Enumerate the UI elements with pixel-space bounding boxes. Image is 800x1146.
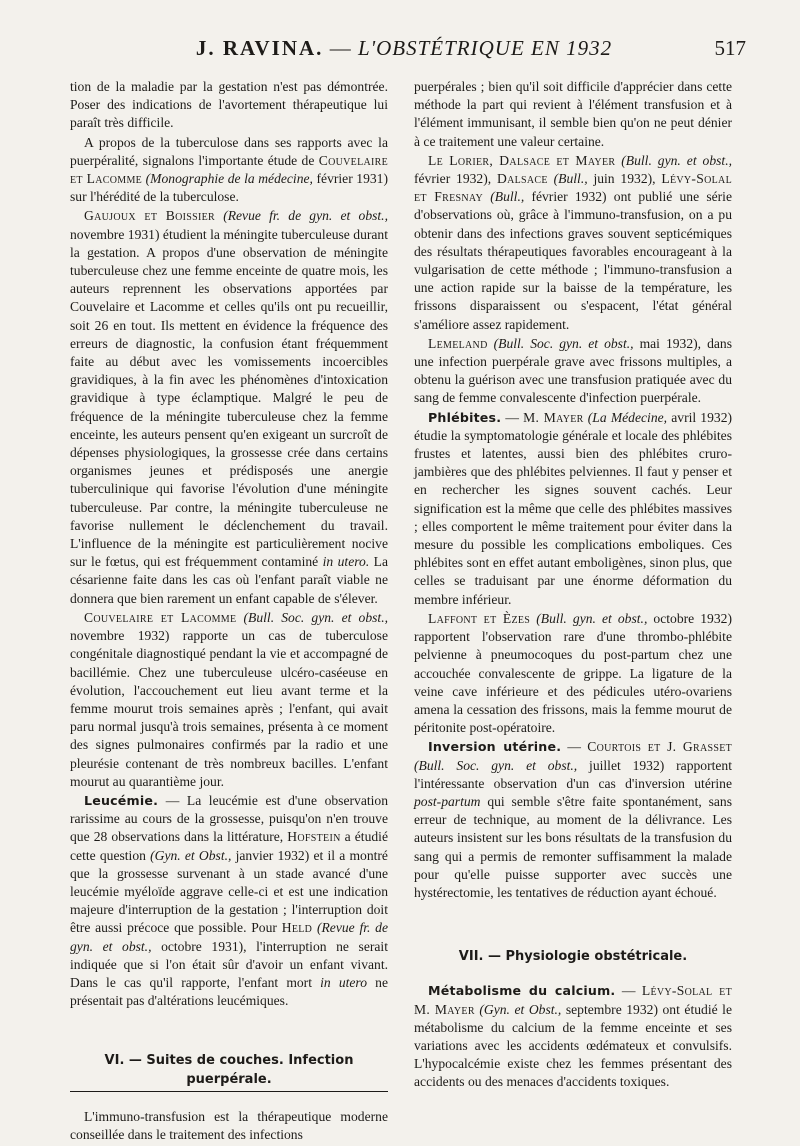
paragraph-text: novembre 1931) étudient la méningite tuberculeuse durant la gestation. A propos d'une observation de méningite tuberculeuse chez une femme enceinte de quatre mois, les auteurs reprennent les observations apportées par Couvelaire et Lacomme et celles qu'ils ont pu recueillir, soit 26 en tout. Ils mettent en évidence la fréquence des erreurs de diagnostic, la confusion étant fréquemment faite au début avec les vomissements incoercibles gravidiques, à la fin avec les phénomènes d'intoxication gravidique à type éclamptique. Malgré le peu de fréquence de la méningite tuberculeuse chez la femme enceinte, les auteurs pensent qu'en exigeant un surcroît de dépenses physiologiques, la grossesse crée dans certains organismes jeunes et prédisposés une anergie tuberculinique qui favorise l'évolution d'une méningite tuberculeuse. Par contre, la méningite tuberculeuse ne favorise nullement le déclenchement du travail. L'influence de la méningite est particulièrement nocive sur le fœtus, qui est fréquemment contaminé bbox=[70, 226, 388, 570]
author-names: Lévy-Solal et M. Mayer bbox=[414, 983, 733, 1017]
paragraph-text: février 1932) ont publié une série d'observations où, grâce à l'immuno-transfusion, on a pu obtenir dans des infections graves souvent septicémiques des résultats thérapeutiques favorables encourageant à la vulgarisation de cette méthode ; l'immuno-transfusion a une action rapide sur la baisse de la température, les frissons disparaissent ou s'espacent, l'état général s'améliore assez rapidement. bbox=[414, 189, 732, 332]
subsection-heading: Leucémie. bbox=[84, 792, 159, 808]
paragraph bbox=[70, 792, 388, 1010]
paragraph-text: juillet 1932) rapportent l'intéressante observation d'un cas d'inversion utérine bbox=[414, 757, 732, 791]
paragraph-text: tion de la maladie par la gestation n'est pas démontrée. Poser des indications de l'avortement thérapeutique lui paraît très difficile. bbox=[70, 79, 388, 131]
latin-term: in utero. bbox=[322, 554, 370, 570]
citation-source: (Bull., bbox=[553, 171, 588, 187]
author-names: Lemeland bbox=[428, 335, 488, 351]
citation-source: (Bull. Soc. gyn. et obst., bbox=[243, 609, 388, 625]
citation-source: (La Médecine, bbox=[587, 409, 668, 425]
paragraph-text: qui semble s'être faite spontanément, sans erreur de technique, au moment de la délivrance. Les auteurs insistent sur les bons résultats de la transfusion du sang qui a permis de remonter suffisamment la malade pour qu'elle puisse supporter avec succès une hystérectomie, les tentatives de réduction ayant échoué. bbox=[414, 793, 733, 900]
paragraph bbox=[414, 409, 732, 609]
citation-source: (Monographie de la médecine, bbox=[145, 171, 313, 187]
paragraph bbox=[414, 335, 732, 408]
paragraph bbox=[414, 738, 732, 902]
paragraph-text: janvier 1932) et il a montré que la grossesse survenant à un stade avancé d'une leucémie myéloïde aggrave celle-ci et est une indication majeure d'interruption de la gestation ; l'interruption doit être aussi précoce que possible. Pour bbox=[70, 847, 388, 936]
citation-source: (Gyn. et Obst., bbox=[150, 847, 232, 863]
author-names: Gaujoux et Boissier bbox=[84, 208, 215, 224]
paragraph bbox=[414, 152, 732, 334]
paragraph-text: novembre 1932) rapporte un cas de tuberculose congénitale diagnostiqué pendant la vie et accompagné de bacillémie. Chez une tuberculeuse ulcéro-caséeuse en évolution, l'accouchement eut lieu avant terme et la femme mourut trois semaines après ; l'enfant, qui avait paru normal jusqu'à trois semaines, présenta à ce moment des signes pulmonaires confirmés par la radio et une pleurésie contenant de très nombreux bacilles. L'enfant mourut au quarantième jour. bbox=[70, 628, 388, 789]
author-names: Couvelaire et Lacomme bbox=[70, 152, 389, 187]
dash: — bbox=[621, 983, 636, 999]
latin-term: in utero bbox=[320, 974, 368, 990]
author-names: Le Lorier, Dalsace et Mayer bbox=[428, 152, 616, 168]
running-head bbox=[62, 36, 746, 64]
section-heading-vii: VII. — Physiologie obstétricale. bbox=[458, 949, 688, 965]
paragraph-text: A propos de la tuberculose dans ses rapports avec la puerpéralité, signalons l'importante étude de bbox=[70, 134, 388, 168]
paragraph-text: mai 1932), dans une infection puerpérale grave avec frissons multiples, a obtenu la guérison avec une transfusion pratiquée avec du sang de femme convalescente d'infection puerpérale. bbox=[414, 335, 732, 406]
right-column bbox=[414, 78, 732, 1092]
latin-term: post-partum bbox=[414, 793, 481, 809]
author-names: Lévy-Solal et Fresnay bbox=[414, 171, 732, 205]
author-names: Held bbox=[281, 920, 313, 936]
paragraph-text: L'immuno-transfusion est la thérapeutique moderne conseillée dans le traitement des infections bbox=[70, 1108, 388, 1142]
citation-source: (Bull. Soc. gyn. et obst., bbox=[493, 335, 634, 351]
paragraph-text: La leucémie est d'une observation rarissime au cours de la grossesse, puisqu'on n'en trouve que 28 observations dans la littérature, bbox=[70, 792, 389, 845]
author-names: Laffont et Èzes bbox=[428, 610, 531, 626]
paragraph-text: juin 1932), bbox=[593, 171, 656, 187]
paragraph-text: octobre 1932) rapportent l'observation rare d'une thrombo-phlébite pelvienne à pneumocoques du post-partum chez une accouchée convalescente de grippe. La ligature de la veine cave inférieure et des pédicules utéro-ovariens amena la cessation des frissons, mais la femme mourut de péritonite post-opératoire. bbox=[414, 610, 732, 736]
subsection-heading: Métabolisme du calcium. bbox=[428, 983, 616, 999]
citation-source: (Bull. gyn. et obst., bbox=[621, 152, 732, 168]
paragraph bbox=[70, 207, 388, 607]
running-head-author: J. RAVINA. bbox=[195, 36, 324, 60]
paragraph-text: février 1931) sur l'hérédité de la tuberculose. bbox=[70, 171, 388, 205]
author-names: M. Mayer bbox=[523, 409, 584, 425]
citation-source: (Gyn. et Obst., bbox=[479, 1001, 562, 1017]
dash: — bbox=[505, 409, 519, 425]
paragraph bbox=[414, 610, 732, 737]
paragraph-text: février 1932), bbox=[414, 171, 492, 187]
dash: — bbox=[567, 739, 581, 755]
paragraph-text: La césarienne faite dans les cas où l'enfant paraît viable ne donnera que bien rarement un enfant capable de s'élever. bbox=[70, 554, 388, 606]
subsection-heading: Phlébites. bbox=[428, 409, 502, 425]
author-names: Couvelaire et Lacomme bbox=[84, 609, 237, 625]
paragraph-text: ne présentait pas d'altérations leucémiques. bbox=[70, 974, 388, 1009]
paragraph bbox=[70, 78, 388, 133]
paragraph-text: avril 1932) étudie la symptomatologie générale et locale des phlébites frustes et latentes, aussi bien des phlébites cruro-jambières que des phlébites pelviennes. Il faut y penser et en rechercher les signes souvent cachés. Leur signification est la même que celle des phlébites massives ; elles comportent le même traitement pour éviter dans la mesure du possible les complications emboliques. Ces phlébites sont en effet autant emboligènes, sinon plus, que celles se traduisant par une énorme déformation du membre inférieur. bbox=[414, 409, 733, 607]
citation-source: (Bull. gyn. et obst., bbox=[536, 610, 648, 626]
subsection-heading: Inversion utérine. bbox=[428, 739, 562, 755]
running-head-journal-title: L'OBSTÉTRIQUE EN 1932 bbox=[357, 36, 613, 60]
running-head-title bbox=[62, 36, 746, 61]
citation-source: (Bull. Soc. gyn. et obst., bbox=[414, 757, 578, 773]
citation-source: (Bull., bbox=[490, 189, 525, 205]
paragraph-text: octobre 1931), l'interruption ne serait indiquée que si l'on était sûr d'avoir un enfant vivant. Dans le cas qu'il rapporte, l'enfant mort bbox=[70, 938, 388, 990]
paragraph-text: puerpérales ; bien qu'il soit difficile d'apprécier dans cette méthode la part qui revient à l'élément transfusion et à l'élément immunisant, il semble bien qu'on ne peut dénier à ce traitement une valeur certaine. bbox=[414, 79, 732, 149]
paragraph bbox=[414, 982, 732, 1091]
page-number: 517 bbox=[714, 36, 746, 60]
dash: — bbox=[165, 792, 180, 808]
author-names: Courtois et J. Grasset bbox=[587, 739, 733, 755]
citation-source: (Revue fr. de gyn. et obst., bbox=[223, 208, 388, 224]
section-heading-vi: VI. — Suites de couches. Infection puerpérale. bbox=[70, 1052, 388, 1091]
paragraph bbox=[414, 78, 732, 151]
paragraph bbox=[70, 134, 388, 207]
paragraph-text: a étudié cette question bbox=[70, 829, 388, 863]
author-names: Hofstein bbox=[287, 829, 341, 845]
paragraph-text: septembre 1932) ont étudié le métabolisme du calcium de la femme enceinte et ses variations avec les accidents œdémateux et convulsifs. L'hypocalcémie existe chez les femmes présentant des accidents ou des menaces d'accidents toxiques. bbox=[414, 1001, 732, 1090]
paragraph bbox=[70, 609, 388, 791]
left-column bbox=[70, 78, 388, 1144]
citation-source: (Revue fr. de gyn. et obst., bbox=[70, 920, 389, 954]
running-head-separator: — bbox=[329, 36, 352, 60]
author-names: Dalsace bbox=[497, 171, 548, 187]
paragraph bbox=[70, 1108, 388, 1144]
